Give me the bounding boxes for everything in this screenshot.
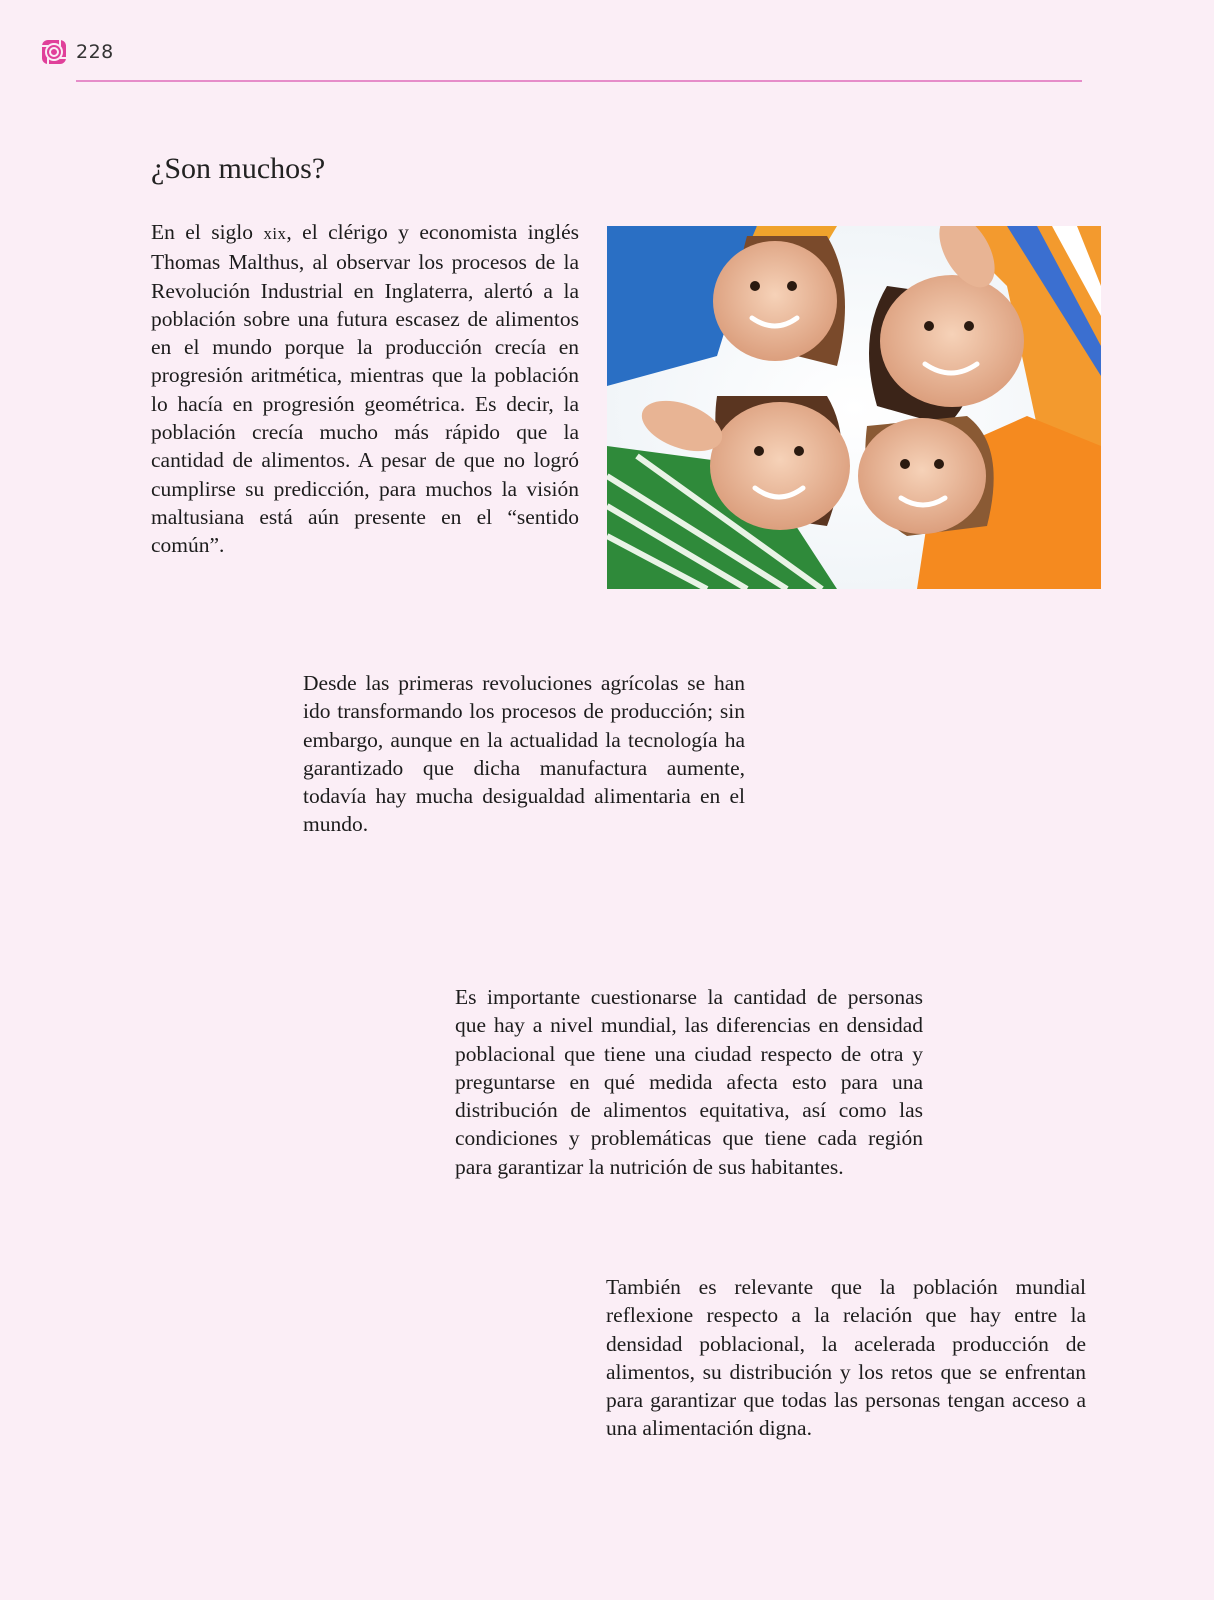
rosette-logo-icon — [40, 38, 68, 66]
paragraph-agricultural-revolutions: Desde las primeras revoluciones agrícolas se han ido transformando los procesos de producción; sin embargo, aunque en la actualidad la tecnología ha garantizado que dicha manufactura aumente, todavía hay mucha desigualdad alimentaria en el mundo. — [303, 671, 745, 837]
header-rule — [76, 80, 1082, 82]
roman-numeral-century: xix — [263, 224, 287, 243]
page-header — [40, 38, 114, 66]
section-title: ¿Son muchos? — [151, 152, 326, 185]
paragraph-malthus: En el siglo xix, el clérigo y economista inglés Thomas Malthus, al observar los procesos de la Revolución Industrial en Inglaterra, alertó a la población sobre una futura escasez de alimentos en el mundo porque la producción crecía en progresión aritmética, mientras que la población lo hacía en progresión geométrica. Es decir, la población crecía mucho más rápido que la cantidad de alimentos. A pesar de que no logró cumplirse su predicción, para muchos la visión maltusiana está aún presente en el “sentido común”. — [151, 220, 580, 558]
children-huddle-photo — [607, 226, 1101, 589]
paragraph-population-reflection: También es relevante que la población mundial reflexione respecto a la relación que hay entre la densidad poblacional, la acelerada producción de alimentos, su distribución y los retos que se enfrentan para garantizar que todas las personas tengan acceso a una alimentación digna. — [606, 1275, 1086, 1441]
paragraph-population-questions: Es importante cuestionarse la cantidad de personas que hay a nivel mundial, las diferencias en densidad poblacional que tiene una ciudad respecto de otra y preguntarse en qué medida afecta esto para una distribución de alimentos equitativa, así como las condiciones y problemáticas que tiene cada región para garantizar la nutrición de sus habitantes. — [455, 985, 923, 1179]
page-number: 228 — [76, 41, 114, 63]
